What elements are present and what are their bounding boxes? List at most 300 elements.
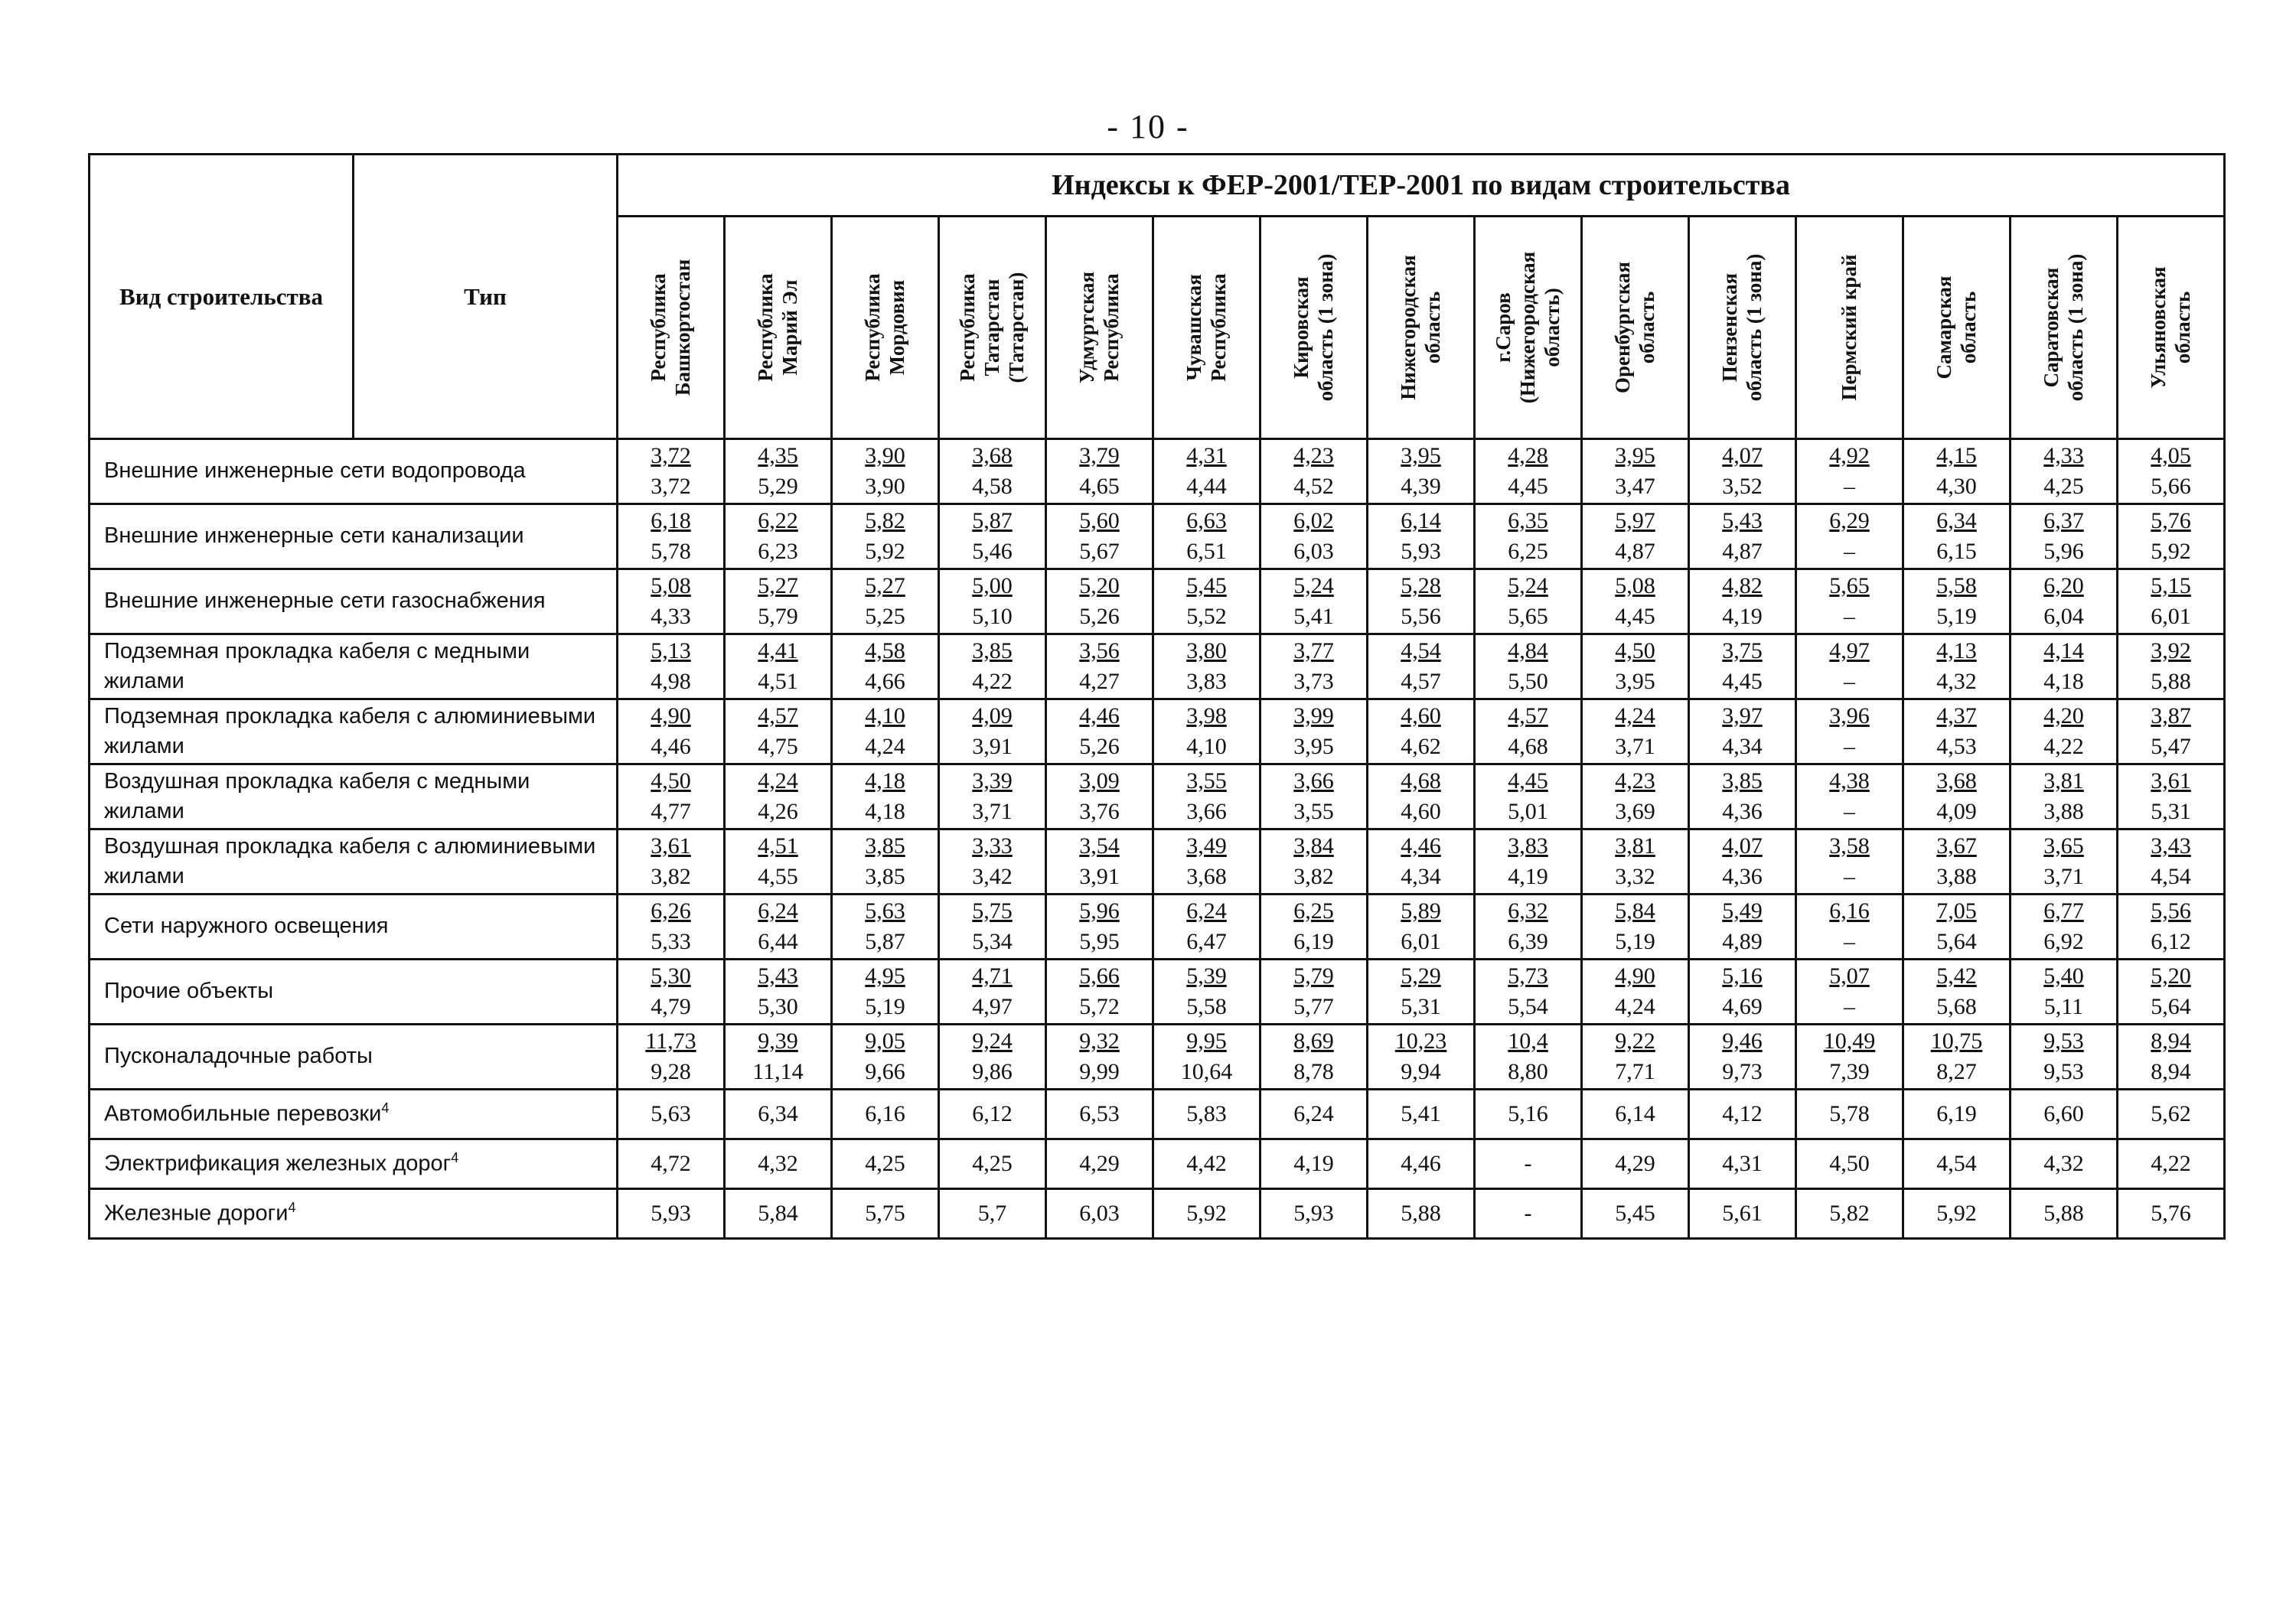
value-cell <box>1046 634 1153 699</box>
indices-table <box>88 153 2226 1240</box>
fer-index: 4,90 <box>651 703 691 728</box>
ter-index: 3,73 <box>1293 669 1334 694</box>
value-cell <box>1582 764 1689 829</box>
fer-index: 3,55 <box>1186 768 1227 794</box>
ter-index: 5,65 <box>1508 604 1548 629</box>
fer-index: 3,56 <box>1079 638 1120 663</box>
fer-index: 4,45 <box>1508 768 1548 794</box>
value-cell <box>939 634 1046 699</box>
ter-index: 4,32 <box>1936 669 1977 694</box>
value-cell <box>1368 1025 1475 1090</box>
value-cell <box>1796 895 1903 960</box>
fer-index: 9,24 <box>972 1028 1013 1054</box>
ter-index: 3,32 <box>1615 864 1655 889</box>
fer-index: 6,22 <box>758 508 798 533</box>
row-label-text: Автомобильные перевозки <box>104 1101 382 1126</box>
ter-index: 4,60 <box>1401 799 1441 824</box>
value-cell <box>1368 634 1475 699</box>
fer-index: 11,73 <box>645 1028 696 1054</box>
fer-index: 10,75 <box>1930 1028 1983 1054</box>
ter-index: 7,71 <box>1615 1059 1655 1084</box>
fer-index: 3,61 <box>2151 768 2191 794</box>
value-cell <box>1903 960 2011 1025</box>
value-cell <box>939 960 1046 1025</box>
fer-index: 3,77 <box>1293 638 1334 663</box>
row-label: Прочие объекты <box>90 960 618 1025</box>
value-cell <box>1475 1025 1582 1090</box>
value-cell <box>939 764 1046 829</box>
row-label <box>90 1139 618 1189</box>
region-name: Кировская область (1 зона) <box>1289 253 1337 402</box>
value-cell <box>725 764 832 829</box>
value-cell <box>1153 764 1261 829</box>
ter-index: 9,99 <box>1079 1059 1120 1084</box>
ter-index: 5,01 <box>1508 799 1548 824</box>
value-cell: 6,14 <box>1582 1090 1689 1139</box>
ter-index: – <box>1844 799 1855 824</box>
ter-index: 5,25 <box>865 604 905 629</box>
ter-index: 5,72 <box>1079 994 1120 1019</box>
fer-index: 5,45 <box>1186 573 1227 598</box>
value-cell <box>1368 439 1475 504</box>
region-name: Ульяновская область <box>2146 266 2194 389</box>
row-label: Внешние инженерные сети канализации <box>90 504 618 569</box>
value-cell <box>939 699 1046 764</box>
value-cell: 5,93 <box>1261 1189 1368 1239</box>
ter-index: 5,26 <box>1079 734 1120 759</box>
fer-index: 5,00 <box>972 573 1013 598</box>
value-cell: 4,25 <box>939 1139 1046 1189</box>
ter-index: 9,94 <box>1401 1059 1441 1084</box>
ter-index: 3,85 <box>865 864 905 889</box>
value-cell <box>2118 829 2225 895</box>
fer-index: 4,58 <box>865 638 905 663</box>
value-cell <box>725 895 832 960</box>
fer-index: 4,24 <box>758 768 798 794</box>
footnote-marker: 4 <box>381 1100 390 1116</box>
value-cell <box>1368 504 1475 569</box>
ter-index: 6,23 <box>758 539 798 564</box>
fer-index: 6,14 <box>1401 508 1441 533</box>
value-cell: 4,32 <box>725 1139 832 1189</box>
value-cell <box>1261 764 1368 829</box>
fer-index: 5,65 <box>1829 573 1870 598</box>
region-name: Республика Башкортостан <box>646 259 694 396</box>
value-cell <box>2011 569 2118 634</box>
value-cell: 5,7 <box>939 1189 1046 1239</box>
ter-index: – <box>1844 539 1855 564</box>
ter-index: 4,34 <box>1722 734 1763 759</box>
ter-index: 4,51 <box>758 669 798 694</box>
row-label <box>90 1189 618 1239</box>
ter-index: 8,78 <box>1293 1059 1334 1084</box>
region-header-12 <box>1796 217 1903 439</box>
value-cell <box>1582 504 1689 569</box>
table-row <box>90 764 2225 829</box>
value-cell <box>1368 764 1475 829</box>
value-cell <box>2118 699 2225 764</box>
value-cell <box>832 504 939 569</box>
ter-index: 5,29 <box>758 474 798 499</box>
fer-index: 3,54 <box>1079 833 1120 859</box>
ter-index: 5,88 <box>2151 669 2191 694</box>
row-label: Внешние инженерные сети газоснабжения <box>90 569 618 634</box>
fer-index: 5,20 <box>2151 963 2191 989</box>
value-cell <box>1368 569 1475 634</box>
ter-index: 5,92 <box>2151 539 2191 564</box>
fer-index: 6,16 <box>1829 898 1870 924</box>
fer-index: 4,20 <box>2043 703 2084 728</box>
ter-index: 3,69 <box>1615 799 1655 824</box>
page-number: - 10 - <box>1107 108 1189 145</box>
fer-index: 6,24 <box>758 898 798 924</box>
fer-index: 4,23 <box>1615 768 1655 794</box>
fer-index: 4,54 <box>1401 638 1441 663</box>
value-cell: - <box>1475 1139 1582 1189</box>
value-cell <box>618 439 725 504</box>
value-cell <box>1903 439 2011 504</box>
fer-index: 4,28 <box>1508 443 1548 468</box>
region-name: Удмуртская Республика <box>1075 271 1123 384</box>
ter-index: 4,27 <box>1079 669 1120 694</box>
region-name: Оренбургская область <box>1610 261 1658 394</box>
table-row <box>90 634 2225 699</box>
fer-index: 5,56 <box>2151 898 2191 924</box>
value-cell <box>1153 504 1261 569</box>
fer-index: 10,4 <box>1508 1028 1548 1054</box>
fer-index: 3,96 <box>1829 703 1870 728</box>
fer-index: 5,39 <box>1186 963 1227 989</box>
value-cell <box>1046 960 1153 1025</box>
ter-index: 4,87 <box>1722 539 1763 564</box>
value-cell <box>832 829 939 895</box>
region-header-3 <box>832 217 939 439</box>
ter-index: 4,69 <box>1722 994 1763 1019</box>
ter-index: 5,33 <box>651 929 691 954</box>
row-label: Подземная прокладка кабеля с алюминиевыми жилами <box>90 699 618 764</box>
fer-index: 3,80 <box>1186 638 1227 663</box>
value-cell: 5,92 <box>1903 1189 2011 1239</box>
value-cell <box>1153 895 1261 960</box>
fer-index: 6,63 <box>1186 508 1227 533</box>
value-cell: 5,76 <box>2118 1189 2225 1239</box>
value-cell <box>1689 439 1796 504</box>
region-header-6 <box>1153 217 1261 439</box>
fer-index: 3,90 <box>865 443 905 468</box>
fer-index: 5,43 <box>1722 508 1763 533</box>
fer-index: 3,58 <box>1829 833 1870 859</box>
region-name: Чувашская Республика <box>1182 273 1230 382</box>
value-cell: 4,22 <box>2118 1139 2225 1189</box>
ter-index: 5,64 <box>1936 929 1977 954</box>
fer-index: 4,05 <box>2151 443 2191 468</box>
row-label-text: Электрификация железных дорог <box>104 1151 452 1176</box>
ter-index: 5,30 <box>758 994 798 1019</box>
value-cell <box>1153 960 1261 1025</box>
region-header-9 <box>1475 217 1582 439</box>
value-cell <box>832 895 939 960</box>
value-cell: 6,03 <box>1046 1189 1153 1239</box>
ter-index: 4,22 <box>972 669 1013 694</box>
fer-index: 4,37 <box>1936 703 1977 728</box>
row-label-text: Железные дороги <box>104 1201 289 1226</box>
value-cell <box>1796 699 1903 764</box>
value-cell: 4,12 <box>1689 1090 1796 1139</box>
value-cell <box>1046 569 1153 634</box>
value-cell <box>832 634 939 699</box>
value-cell <box>939 439 1046 504</box>
fer-index: 5,07 <box>1829 963 1870 989</box>
fer-index: 4,41 <box>758 638 798 663</box>
value-cell <box>1046 504 1153 569</box>
value-cell <box>2011 439 2118 504</box>
ter-index: 4,68 <box>1508 734 1548 759</box>
ter-index: 3,76 <box>1079 799 1120 824</box>
fer-index: 3,95 <box>1401 443 1441 468</box>
ter-index: 4,57 <box>1401 669 1441 694</box>
ter-index: 11,14 <box>752 1059 804 1084</box>
table-row <box>90 1090 2225 1139</box>
footnote-marker: 4 <box>288 1200 296 1216</box>
fer-index: 6,18 <box>651 508 691 533</box>
ter-index: 5,95 <box>1079 929 1120 954</box>
fer-index: 5,27 <box>758 573 798 598</box>
ter-index: 4,39 <box>1401 474 1441 499</box>
value-cell <box>1903 895 2011 960</box>
value-cell: 6,24 <box>1261 1090 1368 1139</box>
value-cell <box>2011 1025 2118 1090</box>
value-cell <box>1582 634 1689 699</box>
value-cell: 5,75 <box>832 1189 939 1239</box>
ter-index: 3,47 <box>1615 474 1655 499</box>
ter-index: 4,24 <box>865 734 905 759</box>
table-row <box>90 895 2225 960</box>
row-label <box>90 1090 618 1139</box>
value-cell: 5,88 <box>1368 1189 1475 1239</box>
value-cell <box>2118 764 2225 829</box>
value-cell <box>725 569 832 634</box>
fer-index: 3,79 <box>1079 443 1120 468</box>
value-cell <box>1475 829 1582 895</box>
row-label: Пусконаладочные работы <box>90 1025 618 1090</box>
fer-index: 5,08 <box>651 573 691 598</box>
value-cell: 4,54 <box>1903 1139 2011 1189</box>
value-cell: 4,46 <box>1368 1139 1475 1189</box>
ter-index: 4,77 <box>651 799 691 824</box>
fer-index: 4,18 <box>865 768 905 794</box>
fer-index: 5,75 <box>972 898 1013 924</box>
fer-index: 4,95 <box>865 963 905 989</box>
ter-index: 4,36 <box>1722 864 1763 889</box>
ter-index: 3,42 <box>972 864 1013 889</box>
value-cell <box>2011 764 2118 829</box>
fer-index: 3,95 <box>1615 443 1655 468</box>
value-cell <box>1796 829 1903 895</box>
fer-index: 4,50 <box>1615 638 1655 663</box>
fer-index: 9,95 <box>1186 1028 1227 1054</box>
value-cell: - <box>1475 1189 1582 1239</box>
value-cell <box>1475 569 1582 634</box>
fer-index: 8,69 <box>1293 1028 1334 1054</box>
table-title: Индексы к ФЕР-2001/ТЕР-2001 по видам строительства <box>618 155 2225 217</box>
ter-index: 5,10 <box>972 604 1013 629</box>
fer-index: 3,99 <box>1293 703 1334 728</box>
fer-index: 5,27 <box>865 573 905 598</box>
value-cell <box>618 634 725 699</box>
value-cell <box>2011 895 2118 960</box>
row-label: Сети наружного освещения <box>90 895 618 960</box>
fer-index: 3,83 <box>1508 833 1548 859</box>
ter-index: 3,95 <box>1293 734 1334 759</box>
fer-index: 4,33 <box>2043 443 2084 468</box>
ter-index: 8,94 <box>2151 1059 2191 1084</box>
ter-index: 6,03 <box>1293 539 1334 564</box>
fer-index: 3,81 <box>1615 833 1655 859</box>
ter-index: 9,53 <box>2043 1059 2084 1084</box>
fer-index: 8,94 <box>2151 1028 2191 1054</box>
region-name: Республика Мордовия <box>860 273 908 382</box>
fer-index: 4,68 <box>1401 768 1441 794</box>
fer-index: 4,90 <box>1615 963 1655 989</box>
ter-index: 4,09 <box>1936 799 1977 824</box>
fer-index: 3,81 <box>2043 768 2084 794</box>
ter-index: 10,64 <box>1180 1059 1233 1084</box>
value-cell: 5,83 <box>1153 1090 1261 1139</box>
value-cell <box>2118 895 2225 960</box>
table-row <box>90 699 2225 764</box>
ter-index: 4,45 <box>1508 474 1548 499</box>
ter-index: 5,47 <box>2151 734 2191 759</box>
fer-index: 3,61 <box>651 833 691 859</box>
fer-index: 5,16 <box>1722 963 1763 989</box>
fer-index: 3,84 <box>1293 833 1334 859</box>
fer-index: 9,39 <box>758 1028 798 1054</box>
ter-index: 5,56 <box>1401 604 1441 629</box>
value-cell <box>725 829 832 895</box>
value-cell <box>1368 699 1475 764</box>
value-cell <box>1582 439 1689 504</box>
ter-index: 4,33 <box>651 604 691 629</box>
value-cell <box>1796 634 1903 699</box>
ter-index: 4,46 <box>651 734 691 759</box>
fer-index: 9,05 <box>865 1028 905 1054</box>
ter-index: 5,19 <box>865 994 905 1019</box>
table-header <box>90 155 2225 439</box>
ter-index: 4,54 <box>2151 864 2191 889</box>
ter-index: 6,01 <box>2151 604 2191 629</box>
ter-index: 8,80 <box>1508 1059 1548 1084</box>
value-cell <box>1475 960 1582 1025</box>
ter-index: 4,19 <box>1508 864 1548 889</box>
value-cell <box>2118 504 2225 569</box>
fer-index: 4,60 <box>1401 703 1441 728</box>
ter-index: 6,51 <box>1186 539 1227 564</box>
fer-index: 5,84 <box>1615 898 1655 924</box>
fer-index: 6,77 <box>2043 898 2084 924</box>
ter-index: – <box>1844 994 1855 1019</box>
fer-index: 4,07 <box>1722 443 1763 468</box>
ter-index: 5,52 <box>1186 604 1227 629</box>
row-label: Воздушная прокладка кабеля с алюминиевыми жилами <box>90 829 618 895</box>
ter-index: 4,18 <box>2043 669 2084 694</box>
fer-index: 3,65 <box>2043 833 2084 859</box>
fer-index: 6,20 <box>2043 573 2084 598</box>
fer-index: 3,09 <box>1079 768 1120 794</box>
ter-index: 5,46 <box>972 539 1013 564</box>
value-cell <box>2118 960 2225 1025</box>
value-cell <box>1475 895 1582 960</box>
value-cell <box>1582 1025 1689 1090</box>
region-header-11 <box>1689 217 1796 439</box>
fer-index: 4,51 <box>758 833 798 859</box>
ter-index: 4,66 <box>865 669 905 694</box>
fer-index: 5,87 <box>972 508 1013 533</box>
ter-index: – <box>1844 474 1855 499</box>
value-cell <box>1153 1025 1261 1090</box>
value-cell <box>1582 569 1689 634</box>
fer-index: 5,24 <box>1293 573 1334 598</box>
region-name: Республика Марий Эл <box>753 273 801 382</box>
ter-index: 4,34 <box>1401 864 1441 889</box>
value-cell <box>1475 504 1582 569</box>
ter-index: 3,91 <box>1079 864 1120 889</box>
ter-index: 5,96 <box>2043 539 2084 564</box>
table-row <box>90 829 2225 895</box>
fer-index: 4,57 <box>758 703 798 728</box>
value-cell <box>1582 699 1689 764</box>
ter-index: 6,39 <box>1508 929 1548 954</box>
fer-index: 5,40 <box>2043 963 2084 989</box>
fer-index: 3,85 <box>865 833 905 859</box>
row-label: Подземная прокладка кабеля с медными жилами <box>90 634 618 699</box>
ter-index: 5,67 <box>1079 539 1120 564</box>
fer-index: 9,22 <box>1615 1028 1655 1054</box>
region-header-10 <box>1582 217 1689 439</box>
fer-index: 6,26 <box>651 898 691 924</box>
region-name: Пензенская область (1 зона) <box>1717 253 1766 402</box>
fer-index: 9,53 <box>2043 1028 2084 1054</box>
ter-index: 5,31 <box>2151 799 2191 824</box>
ter-index: 4,89 <box>1722 929 1763 954</box>
value-cell: 5,62 <box>2118 1090 2225 1139</box>
value-cell <box>618 895 725 960</box>
ter-index: 4,52 <box>1293 474 1334 499</box>
value-cell: 4,19 <box>1261 1139 1368 1189</box>
ter-index: 4,98 <box>651 669 691 694</box>
value-cell: 5,41 <box>1368 1090 1475 1139</box>
fer-index: 3,85 <box>972 638 1013 663</box>
value-cell: 5,63 <box>618 1090 725 1139</box>
value-cell: 5,88 <box>2011 1189 2118 1239</box>
region-header-4 <box>939 217 1046 439</box>
fer-index: 4,38 <box>1829 768 1870 794</box>
value-cell <box>725 960 832 1025</box>
value-cell <box>618 829 725 895</box>
value-cell <box>1582 960 1689 1025</box>
value-cell <box>939 1025 1046 1090</box>
fer-index: 10,23 <box>1394 1028 1447 1054</box>
fer-index: 5,79 <box>1293 963 1334 989</box>
region-header-14 <box>2011 217 2118 439</box>
value-cell: 6,19 <box>1903 1090 2011 1139</box>
region-header-15 <box>2118 217 2225 439</box>
table-row <box>90 569 2225 634</box>
value-cell <box>618 960 725 1025</box>
value-cell <box>1261 699 1368 764</box>
ter-index: 9,86 <box>972 1059 1013 1084</box>
ter-index: 3,83 <box>1186 669 1227 694</box>
fer-index: 5,58 <box>1936 573 1977 598</box>
